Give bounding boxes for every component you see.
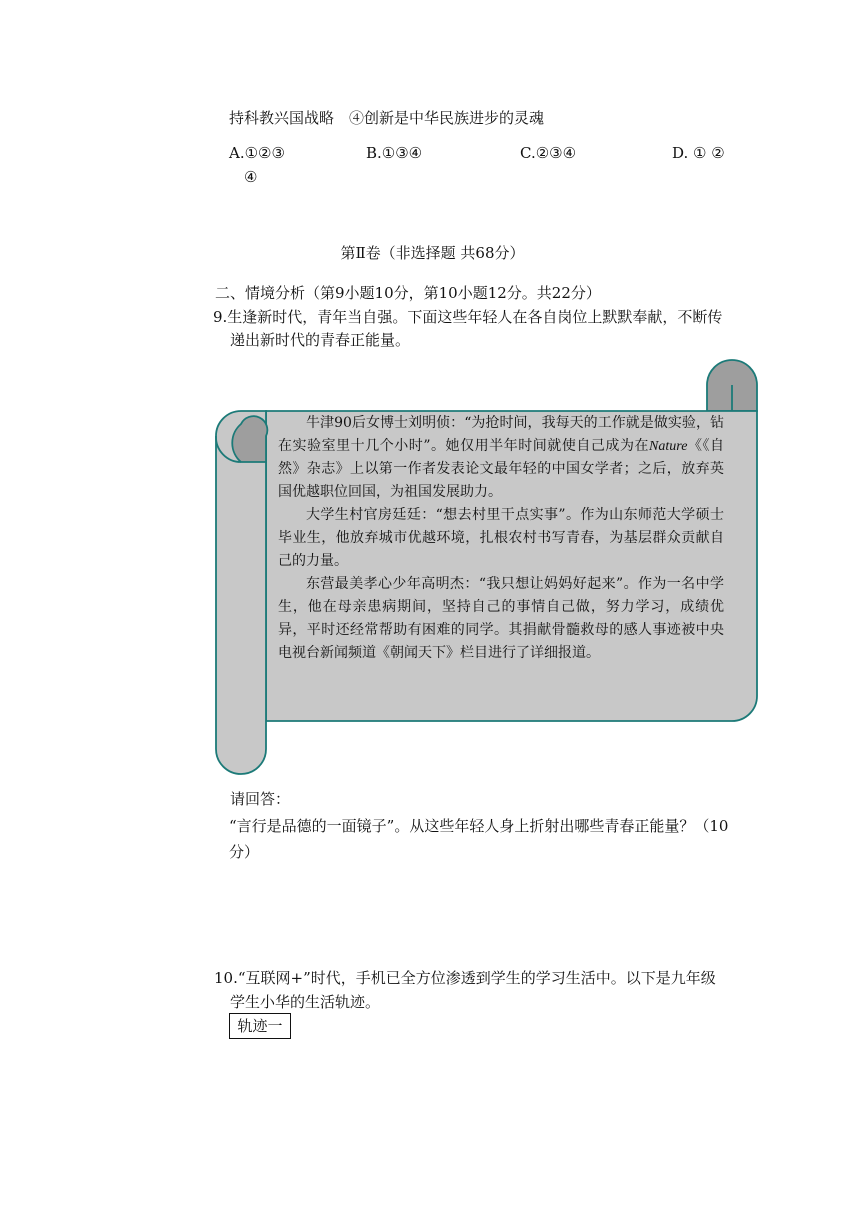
q9-ask-line-1: “言行是品德的一面镜子”。从这些年轻人身上折射出哪些青春正能量？（10 — [229, 817, 729, 835]
scroll-para-2: 大学生村官房廷廷：“想去村里干点实事”。作为山东师范大学硕士毕业生，他放弃城市优越环境，扎根农村书写青春，为基层群众贡献自己的力量。 — [278, 507, 724, 569]
option-c: C.②③④ — [520, 144, 577, 162]
option-d-wrap: ④ — [244, 168, 258, 186]
section-title: 第Ⅱ卷（非选择题 共68分） — [340, 244, 525, 262]
scroll-para-3: 东营最美孝心少年高明杰：“我只想让妈妈好起来”。作为一名中学生，他在母亲患病期间，坚持自己的事情自己做，努力学习，成绩优异，平时还经常帮助有困难的同学。其捐献骨髓救母的感人事迹被中央电视台新闻频道《朝闻天下》栏目进行了详细报道。 — [278, 576, 724, 661]
scroll-text — [278, 412, 724, 665]
q9-line-1: 9.生逢新时代，青年当自强。下面这些年轻人在各自岗位上默默奉献，不断传 — [213, 308, 723, 326]
q9-ask-line-2: 分） — [229, 843, 260, 861]
answer-prompt: 请回答： — [230, 790, 291, 808]
option-b: B.①③④ — [366, 144, 423, 162]
scroll-left-roll — [216, 411, 266, 774]
q10-line-2: 学生小华的生活轨迹。 — [230, 993, 381, 1011]
part2-heading: 二、情境分析（第9小题10分，第10小题12分。共22分） — [215, 284, 601, 302]
option-d: D. ① ② — [672, 144, 725, 162]
q10-line-1: 10.“互联网+”时代，手机已全方位渗透到学生的学习生活中。以下是九年级 — [214, 969, 716, 987]
trajectory-one-box: 轨迹一 — [229, 1013, 291, 1039]
q9-line-2: 递出新时代的青春正能量。 — [230, 331, 411, 349]
option-a: A.①②③ — [229, 144, 285, 162]
top-line-1: 持科教兴国战略 ④创新是中华民族进步的灵魂 — [229, 109, 545, 127]
scroll-para-1: 牛津90后女博士刘明侦：“为抢时间，我每天的工作就是做实验，钻在实验室里十几个小时”。她仅用半年时间就使自己成为在Nature《《自然》杂志》上以第一作者发表论文最年轻的中国女学者；之后，放弃英国优越职位回国，为祖国发展助力。 — [278, 415, 725, 500]
